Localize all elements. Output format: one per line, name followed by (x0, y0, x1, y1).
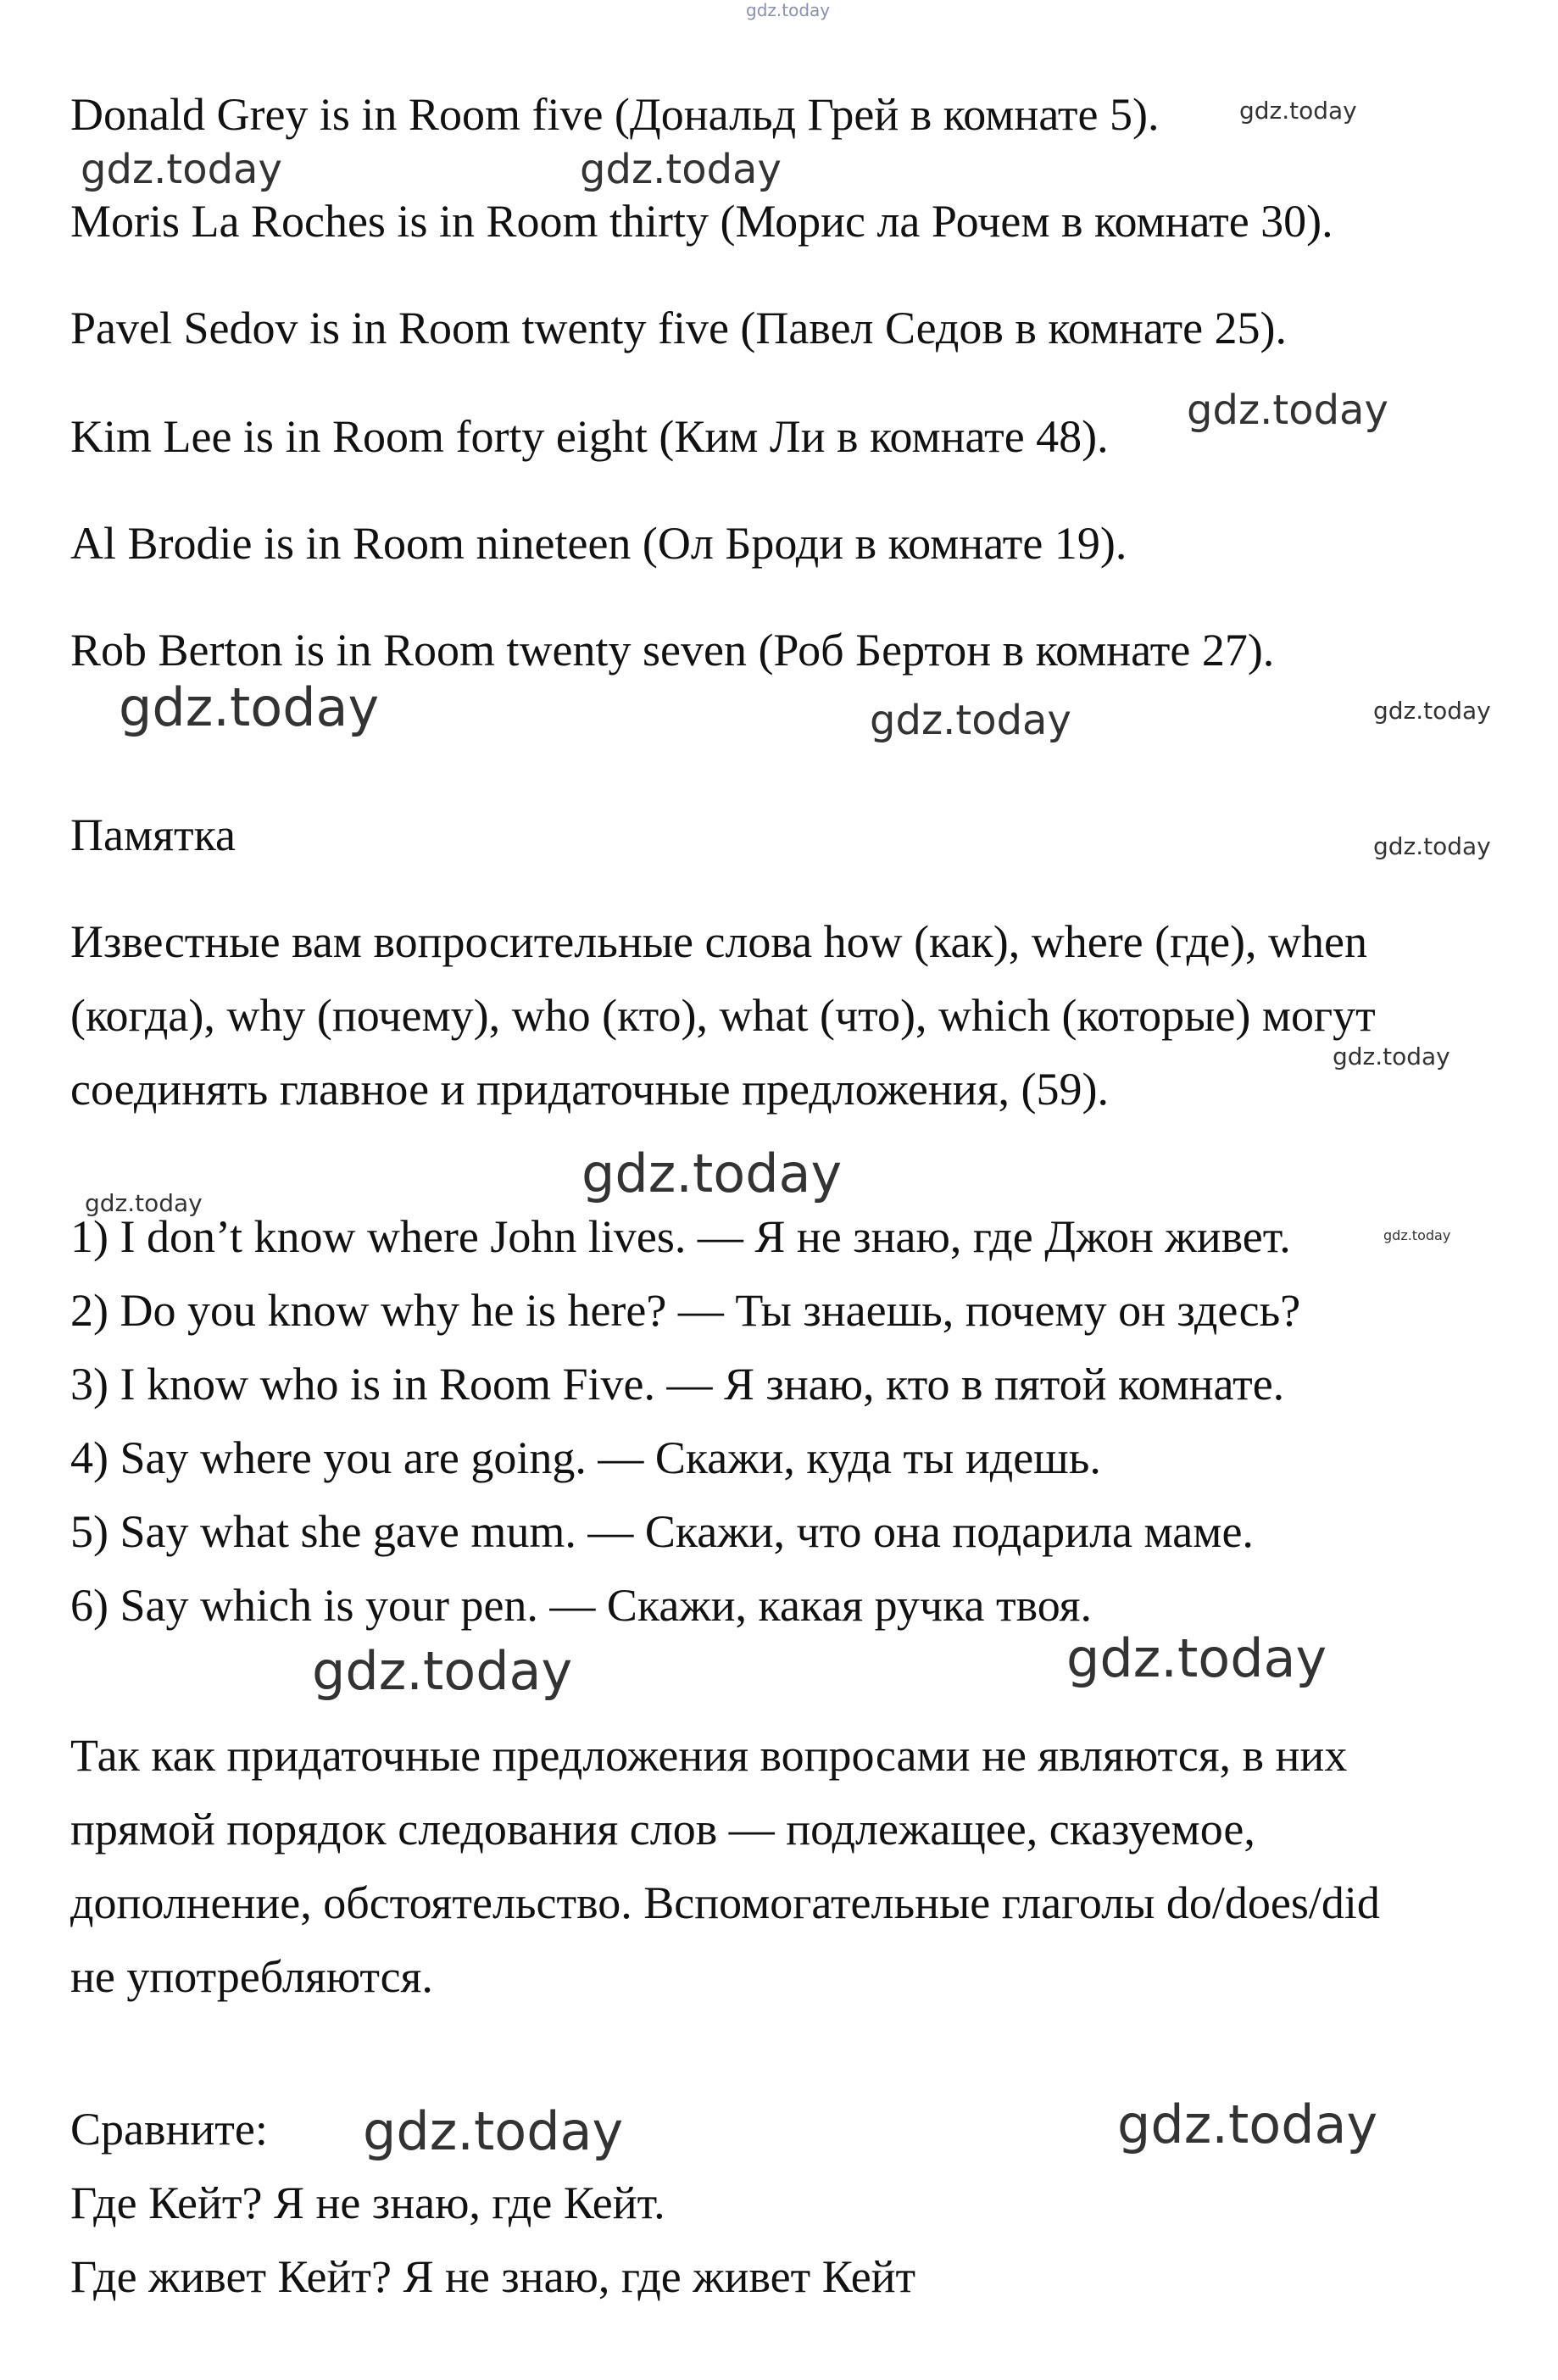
memo-paragraph-line-2: (когда), why (почему), who (кто), what (что), which (которые) могут (70, 990, 1376, 1041)
memo-paragraph-line-3: соединять главное и придаточные предложения, (59). (70, 1064, 1109, 1115)
watermark: gdz.today (1066, 1627, 1327, 1689)
compare-title: Сравните: (70, 2104, 268, 2155)
example-line-5: 5) Say what she gave mum. — Скажи, что она подарила маме. (70, 1506, 1254, 1557)
room-line-4: Kim Lee is in Room forty eight (Ким Ли в комнате 48). (70, 411, 1109, 462)
watermark: gdz.today (1187, 386, 1388, 434)
room-line-3: Pavel Sedov is in Room twenty five (Павел Седов в комнате 25). (70, 303, 1288, 353)
room-line-1: Donald Grey is in Room five (Дональд Грей в комнате 5). (70, 89, 1160, 140)
watermark: gdz.today (1239, 97, 1357, 125)
room-line-5: Al Brodie is in Room nineteen (Ол Броди в комнате 19). (70, 518, 1127, 569)
watermark: gdz.today (1373, 697, 1491, 725)
watermark: gdz.today (85, 1189, 203, 1217)
rule-line-3: дополнение, обстоятельство. Вспомогательные глаголы do/does/did (70, 1877, 1380, 1928)
memo-paragraph-line-1: Известные вам вопросительные слова how (как), where (где), when (70, 916, 1367, 967)
watermark: gdz.today (1383, 1227, 1451, 1243)
example-line-6: 6) Say which is your pen. — Скажи, какая ручка твоя. (70, 1580, 1093, 1631)
watermark: gdz.today (312, 1640, 573, 1702)
rule-line-1: Так как придаточные предложения вопросами не являются, в них (70, 1730, 1348, 1781)
rule-line-4: не употребляются. (70, 1951, 433, 2002)
watermark: gdz.today (870, 697, 1071, 744)
watermark: gdz.today (363, 2100, 624, 2162)
compare-line-1: Где Кейт? Я не знаю, где Кейт. (70, 2177, 665, 2228)
watermark: gdz.today (81, 146, 282, 193)
watermark: gdz.today (580, 146, 782, 193)
watermark: gdz.today (581, 1143, 843, 1204)
example-line-3: 3) I know who is in Room Five. — Я знаю, кто в пятой комнате. (70, 1359, 1285, 1410)
example-line-1: 1) I don’t know where John lives. — Я не знаю, где Джон живет. (70, 1211, 1291, 1262)
rule-line-2: прямой порядок следования слов — подлежащее, сказуемое, (70, 1804, 1255, 1855)
watermark: gdz.today (1333, 1043, 1450, 1070)
watermark-top: gdz.today (746, 0, 831, 20)
example-line-4: 4) Say where you are going. — Скажи, куда ты идешь. (70, 1432, 1101, 1483)
room-line-6: Rob Berton is in Room twenty seven (Роб Бертон в комнате 27). (70, 625, 1275, 676)
watermark: gdz.today (1117, 2094, 1378, 2155)
memo-title: Памятка (70, 809, 236, 860)
room-line-2: Moris La Roches is in Room thirty (Морис ла Рочем в комнате 30). (70, 196, 1333, 247)
example-line-2: 2) Do you know why he is here? — Ты знаешь, почему он здесь? (70, 1285, 1301, 1336)
compare-line-2: Где живет Кейт? Я не знаю, где живет Кейт (70, 2251, 916, 2302)
watermark: gdz.today (1373, 832, 1491, 860)
watermark: gdz.today (119, 676, 380, 738)
